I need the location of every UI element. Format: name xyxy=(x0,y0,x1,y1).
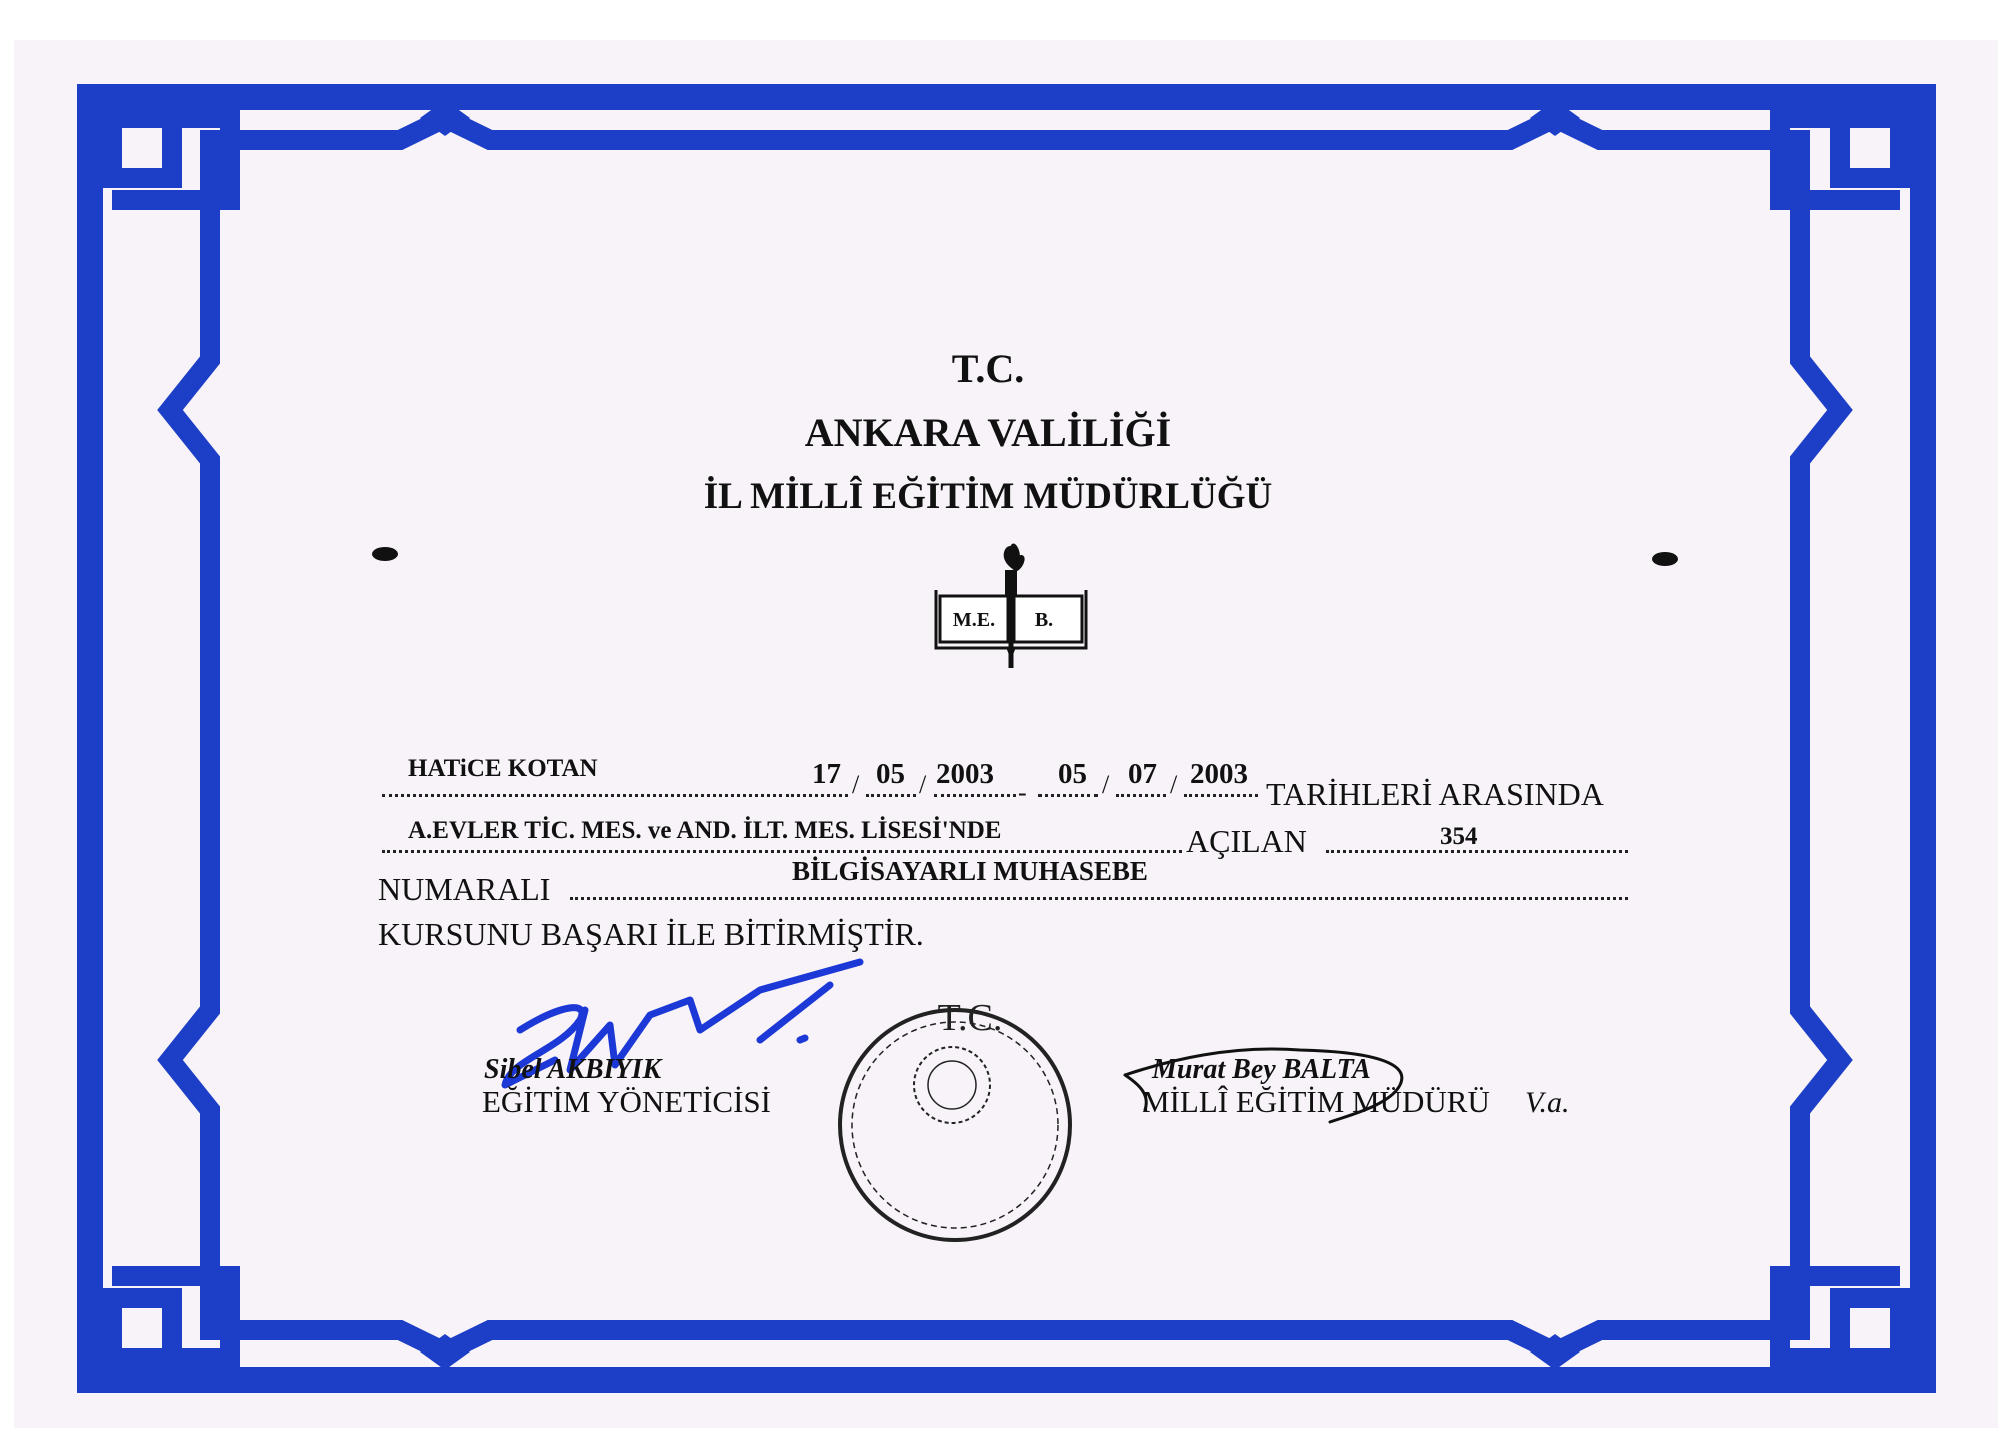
school-dotted-line xyxy=(382,850,1182,853)
meb-emblem xyxy=(936,545,1086,668)
border-inner-band xyxy=(170,118,1840,1352)
right-signatory-title: MİLLÎ EĞİTİM MÜDÜRÜ xyxy=(1142,1084,1490,1119)
start-day-dotted-line xyxy=(786,794,848,797)
header-directorate: İL MİLLÎ EĞİTİM MÜDÜRLÜĞÜ xyxy=(703,476,1273,517)
punch-mark-right xyxy=(1652,552,1678,566)
school-name: A.EVLER TİC. MES. ve AND. İLT. MES. LİSESİ'NDE xyxy=(408,817,1002,844)
end-month: 07 xyxy=(1128,758,1157,790)
course-name: BİLGİSAYARLI MUHASEBE xyxy=(792,856,1148,886)
start-day: 17 xyxy=(812,758,841,790)
date-separator: / xyxy=(852,770,860,799)
start-year-dotted-line xyxy=(934,794,1016,797)
end-month-dotted-line xyxy=(1116,794,1166,797)
official-stamp xyxy=(840,1010,1070,1240)
end-day: 05 xyxy=(1058,758,1087,790)
course-number: 354 xyxy=(1440,823,1478,850)
stamp-text: T.C. xyxy=(937,997,1003,1039)
date-separator: / xyxy=(1170,770,1178,799)
start-month-dotted-line xyxy=(866,794,916,797)
header-governorship: ANKARA VALİLİĞİ xyxy=(804,410,1172,455)
right-signatory-name: Murat Bey BALTA xyxy=(1152,1054,1371,1085)
border-center-diamonds xyxy=(420,100,1580,1370)
date-separator: / xyxy=(1102,770,1110,799)
numbered-label: NUMARALI xyxy=(378,871,551,907)
completion-text: KURSUNU BAŞARI İLE BİTİRMİŞTİR. xyxy=(378,916,924,952)
signature-right-annotation: V.a. xyxy=(1525,1086,1570,1119)
end-day-dotted-line xyxy=(1038,794,1098,797)
start-month: 05 xyxy=(876,758,905,790)
emblem-text-left: M.E. xyxy=(952,609,996,631)
end-year-dotted-line xyxy=(1184,794,1258,797)
punch-mark-left xyxy=(372,547,398,561)
course-number-dotted-line xyxy=(1326,850,1628,853)
border-outer-band xyxy=(90,97,1923,1380)
date-range-separator: - xyxy=(1018,778,1027,807)
emblem-text-right: B. xyxy=(1034,609,1054,631)
header-republic: T.C. xyxy=(951,346,1025,391)
left-signatory-name: Sibel AKBIYIK xyxy=(484,1054,662,1085)
start-year: 2003 xyxy=(936,758,994,790)
name-dotted-line xyxy=(382,794,782,797)
opened-label: AÇILAN xyxy=(1186,823,1307,859)
left-signatory-title: EĞİTİM YÖNETİCİSİ xyxy=(482,1084,771,1119)
dates-suffix: TARİHLERİ ARASINDA xyxy=(1266,776,1604,812)
date-separator: / xyxy=(919,770,927,799)
end-year: 2003 xyxy=(1190,758,1248,790)
course-name-dotted-line xyxy=(570,897,1628,900)
student-name: HATiCE KOTAN xyxy=(408,755,598,782)
